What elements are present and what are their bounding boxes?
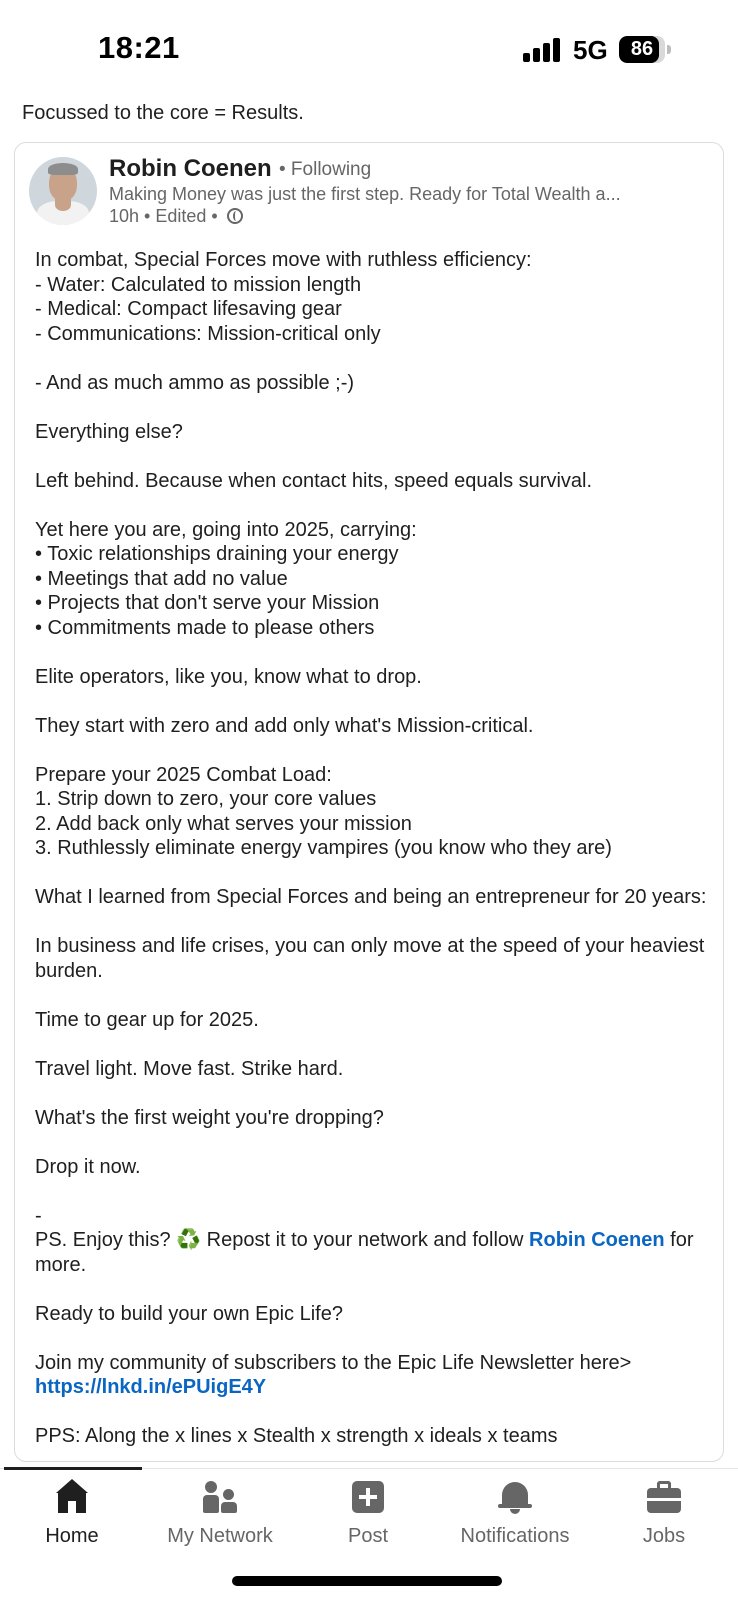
battery-icon xyxy=(619,36,671,63)
globe-icon xyxy=(227,208,243,224)
home-icon xyxy=(54,1479,90,1515)
nav-my-network[interactable] xyxy=(150,1469,290,1559)
people-icon xyxy=(202,1479,238,1515)
battery-level: 86 xyxy=(630,38,654,60)
ps-text: PS. Enjoy this? ♻️ Repost it to your network and follow xyxy=(35,1229,530,1251)
newsletter-link[interactable]: https://lnkd.in/ePUigE4Y xyxy=(35,1376,267,1398)
nav-notifications-label: Notifications xyxy=(460,1525,570,1547)
post-meta xyxy=(109,206,243,227)
briefcase-icon xyxy=(646,1479,682,1515)
nav-jobs[interactable] xyxy=(614,1469,714,1559)
signal-icon xyxy=(523,38,563,62)
follow-status: • Following xyxy=(279,159,372,180)
status-bar xyxy=(0,0,738,100)
bell-icon xyxy=(497,1479,533,1515)
nav-post[interactable] xyxy=(318,1469,418,1559)
post-time-meta: 10h • Edited • xyxy=(109,206,218,226)
post-body-text: In combat, Special Forces move with ruthless efficiency: - Water: Calculated to mission length - Medical: Compact lifesaving gear - Communications: Mission-critical only - And as much ammo as possible ;-) Everything else? Left behind. Because when contact hits, speed equals survival. Yet here you are, going into 2025, carrying: • Toxic relationships draining your energy • Meetings that add no value • Projects that don't serve your Mission • Commitments made to please others Elite operators, like you, know what to drop. They start with zero and add only what's Mission-critical. Prepare your 2025 Combat Load: 1. Strip down to zero, your core values 2. Add back only what serves your mission 3. Ruthlessly eliminate energy vampires (you know who they are) What I learned from Special Forces and being an entrepreneur for 20 years: In business and life crises, you can only move at the speed of your heaviest burden. Time to gear up for 2025. Travel light. Move fast. Strike hard. What's the first weight you're dropping? Drop it now. - xyxy=(35,249,707,1227)
nav-my-network-label: My Network xyxy=(167,1525,273,1547)
home-indicator[interactable] xyxy=(232,1576,502,1586)
nav-home-label: Home xyxy=(45,1525,99,1547)
nav-notifications[interactable] xyxy=(440,1469,590,1559)
post-body xyxy=(35,248,711,1449)
author-avatar[interactable] xyxy=(29,157,97,225)
network-type: 5G xyxy=(573,35,608,65)
author-name[interactable]: Robin Coenen xyxy=(109,155,272,182)
status-time: 18:21 xyxy=(98,30,180,65)
author-headline: Making Money was just the first step. Ready for Total Wealth a... xyxy=(109,184,621,204)
post-card xyxy=(14,142,724,1462)
ps-suffix-text: for more. Ready to build your own Epic Life? Join my community of subscribers to the Epic Life Newsletter here> xyxy=(35,1229,694,1374)
author-mention-link[interactable]: Robin Coenen xyxy=(529,1229,665,1251)
nav-post-label: Post xyxy=(347,1525,389,1547)
pps-text: PPS: Along the x lines x Stealth x strength x ideals x teams xyxy=(35,1425,558,1447)
nav-home[interactable] xyxy=(22,1469,122,1559)
plus-square-icon xyxy=(350,1479,386,1515)
feed-context-line: Focussed to the core = Results. xyxy=(22,102,304,124)
nav-jobs-label: Jobs xyxy=(642,1525,686,1547)
